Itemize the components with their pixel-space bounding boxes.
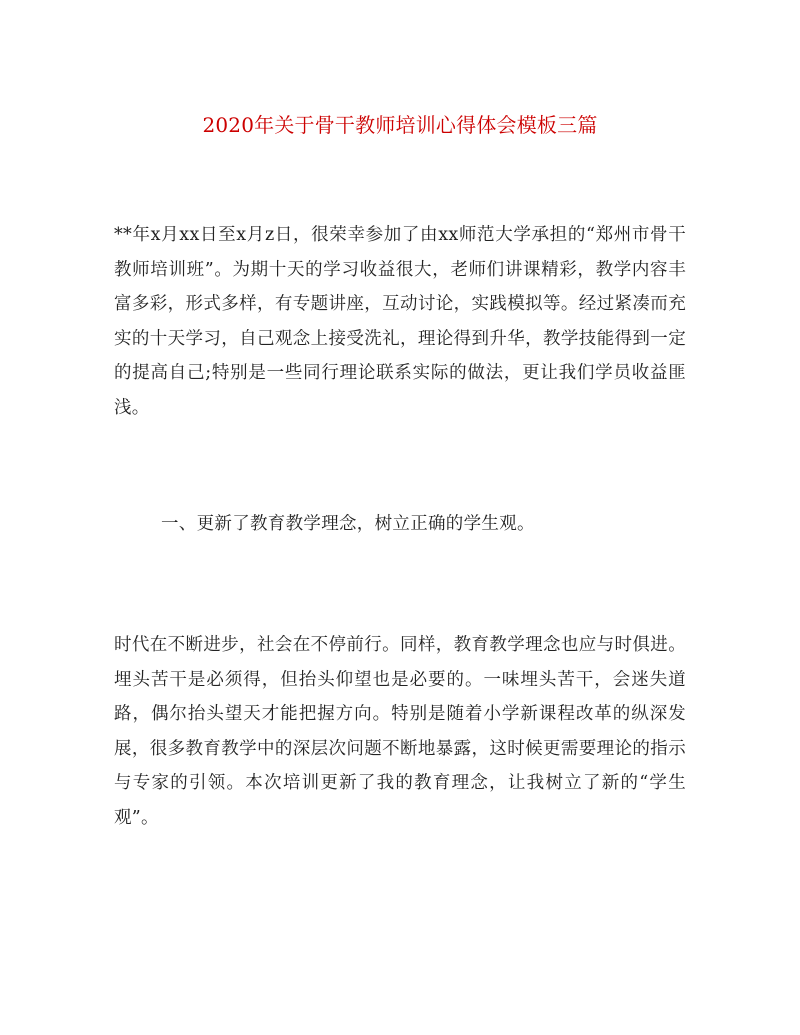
body-paragraph: 时代在不断进步，社会在不停前行。同样，教育教学理念也应与时俱进。埋头苦干是必须得，但抬头仰望也是必要的。一味埋头苦干，会迷失道路，偶尔抬头望天才能把握方向。特别是随着小学新课程改革的纵深发展，很多教育教学中的深层次问题不断地暴露，这时候更需要理论的指示与专家的引领。本次培训更新了我的教育理念，让我树立了新的“学生观”。 [114,635,686,828]
section-heading: 一、更新了教育教学理念，树立正确的学生观。 [161,514,535,534]
intro-paragraph: **年x月xx日至x月z日，很荣幸参加了由xx师范大学承担的“郑州市骨干教师培训班”。为期十天的学习收益很大，老师们讲课精彩，教学内容丰富多彩，形式多样，有专题讲座，互动讨论，实践模拟等。经过紧凑而充实的十天学习，自己观念上接受洗礼，理论得到升华，教学技能得到一定的提高自己;特别是一些同行理论联系实际的做法，更让我们学员收益匪浅。 [114,225,686,418]
document-title: 2020年关于骨干教师培训心得体会模板三篇 [202,113,598,137]
